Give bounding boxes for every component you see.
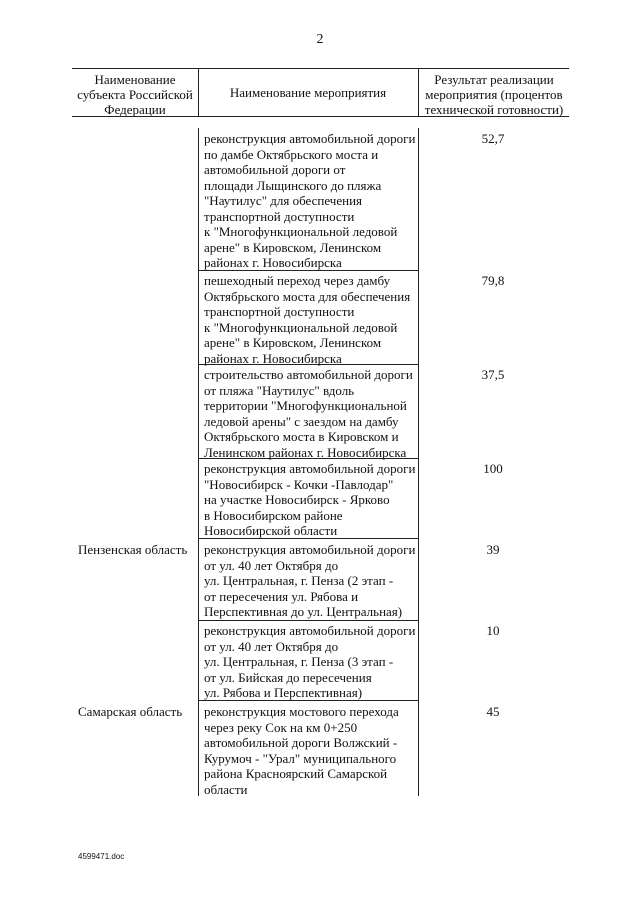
header-divider-1 [198, 68, 199, 117]
document-filename: 4599471.doc [78, 852, 125, 861]
header-event: Наименование мероприятия [229, 85, 387, 100]
table-divider-1 [198, 128, 199, 796]
table-row-result: 37,5 [481, 367, 505, 382]
table-row-event: реконструкция мостового перехода через реку Сок на км 0+250 автомобильной дороги Волжский - Курумоч - "Урал" муниципального района Красноярский Самарской области [204, 704, 399, 797]
table-row-subject: Самарская область [78, 704, 183, 719]
table-row-event: пешеходный переход через дамбу Октябрьского моста для обеспечения транспортной доступности к "Многофункциональной ледовой арене" в Кировском, Ленинском районах г. Новосибирска [204, 273, 411, 366]
table-row-result: 45 [486, 704, 500, 719]
table-row-event: реконструкция автомобильной дороги от ул. 40 лет Октября до ул. Центральная, г. Пенза (3 этап - от ул. Бийская до пересечения ул. Рябова и Перспективная) [204, 623, 416, 700]
table-row-event: строительство автомобильной дороги от пляжа "Наутилус" вдоль территории "Многофункциональной ледовой арены" с заездом на дамбу Октябрьского моста в Кировском и Ленинском районах г. Новосибирска [204, 367, 413, 460]
table-row-result: 100 [483, 461, 503, 476]
header-divider-2 [418, 68, 419, 117]
header-subject: Наименование субъекта Российской Федерации [77, 72, 193, 117]
header-result: Результат реализации мероприятия (процентов технической готовности) [424, 72, 564, 117]
table-divider-2 [418, 128, 419, 796]
table-row-result: 39 [486, 542, 500, 557]
table-row-event: реконструкция автомобильной дороги "Новосибирск - Кочки -Павлодар" на участке Новосибирск - Ярково в Новосибирском районе Новосибирской области [204, 461, 416, 538]
table-row-result: 79,8 [481, 273, 505, 288]
table-row-result: 52,7 [481, 131, 505, 146]
page-number: 2 [316, 32, 324, 47]
table-row-event: реконструкция автомобильной дороги по дамбе Октябрьского моста и автомобильной дороги от площади Лыщинского до пляжа "Наутилус" для обеспечения транспортной доступности к "Многофункциональной ледовой арене" в Кировском, Ленинском районах г. Новосибирска [204, 131, 416, 270]
table-row-subject: Пензенская область [78, 542, 188, 557]
table-row-event: реконструкция автомобильной дороги от ул. 40 лет Октября до ул. Центральная, г. Пенза (2 этап - от пересечения ул. Рябова и Перспективная до ул. Центральная) [204, 542, 416, 619]
row-rule [198, 620, 418, 621]
table-row-result: 10 [486, 623, 500, 638]
header-top-rule [72, 68, 569, 69]
